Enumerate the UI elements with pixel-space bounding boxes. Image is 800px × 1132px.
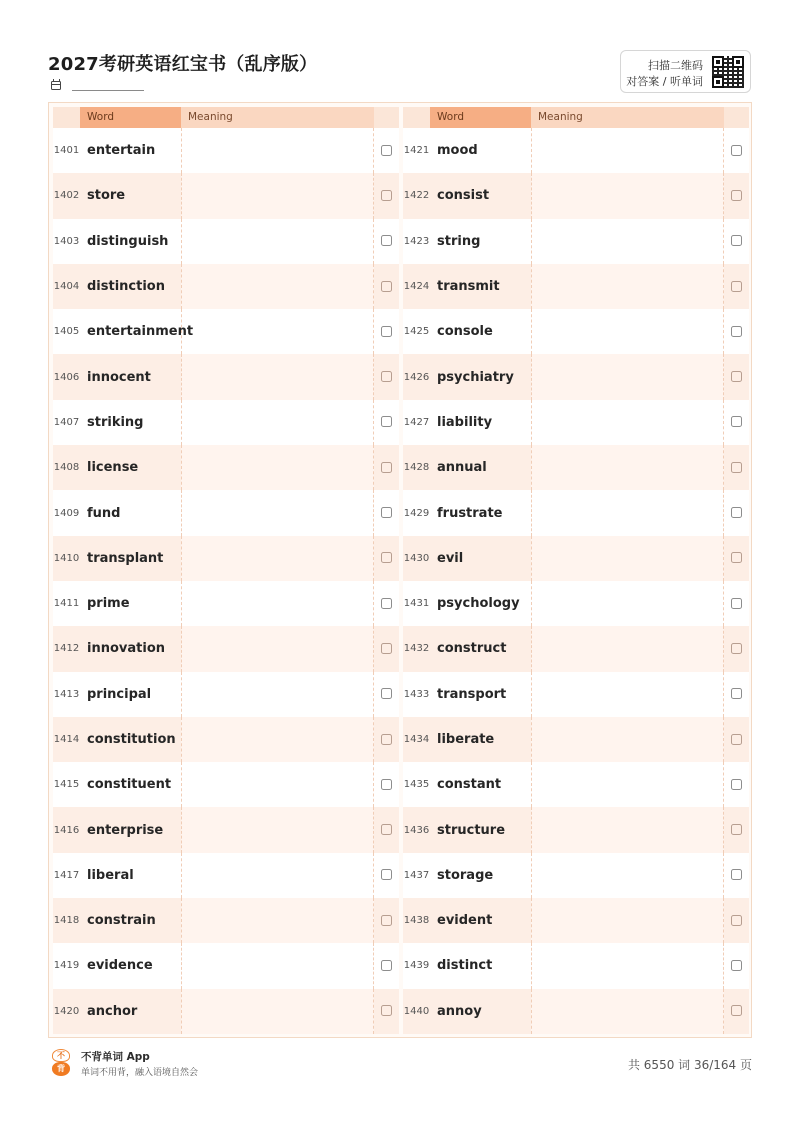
meaning-cell[interactable] [531, 264, 724, 309]
meaning-cell[interactable] [531, 626, 724, 671]
app-slogan: 单词不用背，融入语境自然会 [81, 1068, 199, 1078]
meaning-cell[interactable] [531, 581, 724, 626]
word-text: evil [437, 550, 464, 566]
checkbox-icon[interactable] [731, 190, 742, 201]
word-text: mood [437, 143, 478, 159]
table-row [53, 400, 399, 445]
table-row [53, 717, 399, 762]
checkbox-icon[interactable] [731, 869, 742, 880]
meaning-cell[interactable] [181, 898, 374, 943]
word-text: liberate [437, 732, 495, 747]
header-word: Word [430, 107, 531, 128]
word-number: 1437 [403, 869, 430, 881]
app-name: 不背单词 App [81, 1051, 150, 1063]
word-number: 1423 [403, 235, 430, 247]
meaning-cell[interactable] [181, 445, 374, 490]
word-number: 1430 [403, 552, 430, 564]
meaning-cell[interactable] [531, 309, 724, 354]
table-row [403, 445, 749, 490]
meaning-cell[interactable] [181, 400, 374, 445]
checkbox-icon[interactable] [381, 371, 392, 382]
meaning-cell[interactable] [181, 490, 374, 535]
table-row [403, 672, 749, 717]
table-header [403, 107, 749, 128]
meaning-cell[interactable] [181, 717, 374, 762]
meaning-cell[interactable] [181, 943, 374, 988]
word-text: annual [437, 460, 487, 476]
checkbox-icon[interactable] [731, 281, 742, 292]
meaning-cell[interactable] [531, 762, 724, 807]
table-row [403, 128, 749, 173]
word-text: construct [437, 641, 507, 657]
table-row [403, 219, 749, 264]
word-text: distinguish [87, 233, 169, 249]
word-text: liberal [87, 867, 134, 883]
word-number: 1424 [403, 281, 430, 293]
table-row [53, 219, 399, 264]
word-text: store [87, 188, 126, 204]
table-row [403, 354, 749, 399]
table-row [403, 264, 749, 309]
word-number: 1425 [403, 326, 430, 338]
word-number: 1417 [53, 869, 80, 881]
table-row [403, 989, 749, 1034]
checkbox-icon[interactable] [381, 643, 392, 654]
checkbox-icon[interactable] [731, 824, 742, 835]
word-table [48, 102, 752, 1038]
checkbox-icon[interactable] [731, 1005, 742, 1016]
header-number-cell [403, 107, 430, 128]
word-text: evidence [87, 958, 153, 974]
checkbox-icon[interactable] [381, 462, 392, 473]
table-row [53, 490, 399, 535]
word-number: 1438 [403, 915, 430, 927]
header-check-cell [374, 107, 399, 128]
word-text: psychiatry [437, 369, 514, 385]
word-text: evident [437, 913, 493, 929]
table-row [53, 581, 399, 626]
table-row [403, 309, 749, 354]
meaning-cell[interactable] [181, 807, 374, 852]
checkbox-icon[interactable] [731, 598, 742, 609]
meaning-cell[interactable] [531, 898, 724, 943]
word-number: 1406 [53, 371, 80, 383]
checkbox-icon[interactable] [381, 734, 392, 745]
meaning-cell[interactable] [531, 672, 724, 717]
table-row [403, 626, 749, 671]
word-number: 1440 [403, 1005, 430, 1017]
word-number: 1428 [403, 462, 430, 474]
word-text: constitution [87, 732, 176, 747]
checkbox-icon[interactable] [731, 552, 742, 563]
word-number: 1429 [403, 507, 430, 519]
word-text: fund [87, 505, 121, 521]
word-text: innovation [87, 641, 165, 657]
table-row [403, 853, 749, 898]
table-row [403, 536, 749, 581]
word-text: constituent [87, 777, 172, 793]
meaning-cell[interactable] [181, 581, 374, 626]
checkbox-icon[interactable] [381, 688, 392, 699]
checkbox-icon[interactable] [381, 507, 392, 518]
word-number: 1415 [53, 779, 80, 791]
word-number: 1432 [403, 643, 430, 655]
meaning-cell[interactable] [531, 807, 724, 852]
meaning-cell[interactable] [531, 354, 724, 399]
table-row [53, 898, 399, 943]
table-header [53, 107, 399, 128]
meaning-cell[interactable] [181, 626, 374, 671]
meaning-cell[interactable] [531, 400, 724, 445]
checkbox-icon[interactable] [731, 145, 742, 156]
word-text: entertain [87, 143, 156, 159]
word-text: license [87, 460, 139, 476]
checkbox-icon[interactable] [381, 235, 392, 246]
meaning-cell[interactable] [531, 490, 724, 535]
word-number: 1419 [53, 960, 80, 972]
word-text: distinct [437, 958, 493, 974]
table-row [53, 943, 399, 988]
page-title: 2027考研英语红宝书（乱序版） [48, 54, 318, 75]
word-number: 1435 [403, 779, 430, 791]
checkbox-icon[interactable] [731, 371, 742, 382]
checkbox-icon[interactable] [381, 824, 392, 835]
checkbox-icon[interactable] [381, 281, 392, 292]
meaning-cell[interactable] [531, 989, 724, 1034]
word-text: constrain [87, 913, 156, 929]
word-text: storage [437, 867, 494, 883]
meaning-cell[interactable] [181, 128, 374, 173]
meaning-cell[interactable] [181, 536, 374, 581]
table-row [53, 309, 399, 354]
table-row [403, 898, 749, 943]
checkbox-icon[interactable] [381, 145, 392, 156]
checkbox-icon[interactable] [381, 552, 392, 563]
word-text: principal [87, 686, 152, 702]
table-row [403, 173, 749, 218]
word-number: 1407 [53, 416, 80, 428]
checkbox-icon[interactable] [731, 416, 742, 427]
word-number: 1418 [53, 915, 80, 927]
table-row [53, 989, 399, 1034]
word-text: console [437, 324, 493, 340]
table-row [53, 853, 399, 898]
meaning-cell[interactable] [181, 853, 374, 898]
word-text: frustrate [437, 505, 503, 521]
word-number: 1411 [53, 598, 80, 610]
checkbox-icon[interactable] [381, 869, 392, 880]
meaning-cell[interactable] [531, 173, 724, 218]
header-word: Word [80, 107, 181, 128]
table-row [403, 943, 749, 988]
meaning-cell[interactable] [181, 672, 374, 717]
meaning-cell[interactable] [531, 219, 724, 264]
meaning-cell[interactable] [531, 717, 724, 762]
meaning-cell[interactable] [181, 173, 374, 218]
header-meaning: Meaning [181, 107, 374, 128]
calendar-icon [51, 81, 61, 90]
table-row [403, 490, 749, 535]
qr-line-1: 扫描二维码 [648, 59, 703, 72]
word-text: distinction [87, 279, 165, 295]
meaning-cell[interactable] [181, 264, 374, 309]
header-check-cell [724, 107, 749, 128]
word-number: 1402 [53, 190, 80, 202]
word-number: 1436 [403, 824, 430, 836]
word-text: transplant [87, 550, 164, 566]
checkbox-icon[interactable] [381, 190, 392, 201]
app-logo-icon: 不 背 [51, 1049, 73, 1077]
checkbox-icon[interactable] [731, 734, 742, 745]
word-text: psychology [437, 596, 520, 612]
word-text: transmit [437, 279, 500, 295]
page-info: 共 6550 词 36/164 页 [627, 1058, 752, 1072]
table-row [403, 717, 749, 762]
word-number: 1433 [403, 688, 430, 700]
meaning-cell[interactable] [181, 989, 374, 1034]
checkbox-icon[interactable] [381, 326, 392, 337]
table-row [53, 264, 399, 309]
word-number: 1421 [403, 145, 430, 157]
table-row [53, 626, 399, 671]
meaning-cell[interactable] [531, 445, 724, 490]
checkbox-icon[interactable] [381, 779, 392, 790]
checkbox-icon[interactable] [731, 235, 742, 246]
word-number: 1439 [403, 960, 430, 972]
table-row [53, 173, 399, 218]
checkbox-icon[interactable] [381, 915, 392, 926]
qr-line-2: 对答案 / 听单词 [626, 75, 703, 88]
word-number: 1434 [403, 734, 430, 745]
qr-text [626, 58, 703, 90]
word-number: 1427 [403, 416, 430, 428]
word-number: 1416 [53, 824, 80, 836]
table-row [53, 445, 399, 490]
meaning-cell[interactable] [531, 853, 724, 898]
word-number: 1412 [53, 643, 80, 655]
word-number: 1420 [53, 1005, 80, 1017]
word-text: annoy [437, 1003, 482, 1019]
checkbox-icon[interactable] [731, 507, 742, 518]
date-underline[interactable] [72, 90, 144, 91]
word-number: 1409 [53, 507, 80, 519]
meaning-cell[interactable] [531, 536, 724, 581]
table-row [53, 354, 399, 399]
word-number: 1422 [403, 190, 430, 202]
table-row [53, 536, 399, 581]
word-text: liability [437, 414, 493, 430]
table-row [403, 581, 749, 626]
meaning-cell[interactable] [181, 354, 374, 399]
table-row [53, 762, 399, 807]
word-text: string [437, 233, 481, 249]
word-number: 1403 [53, 235, 80, 247]
checkbox-icon[interactable] [381, 1005, 392, 1016]
word-number: 1404 [53, 281, 80, 293]
word-text: constant [437, 777, 502, 793]
checkbox-icon[interactable] [381, 598, 392, 609]
left-column [53, 107, 399, 1034]
word-text: consist [437, 188, 490, 204]
word-text: entertainment [87, 324, 194, 340]
checkbox-icon[interactable] [731, 326, 742, 337]
word-number: 1431 [403, 598, 430, 610]
word-number: 1410 [53, 552, 80, 564]
checkbox-icon[interactable] [731, 643, 742, 654]
meaning-cell[interactable] [181, 309, 374, 354]
qr-code-icon[interactable] [712, 56, 744, 88]
table-row [53, 128, 399, 173]
table-row [403, 807, 749, 852]
header-number-cell [53, 107, 80, 128]
table-row [53, 807, 399, 852]
table-row [53, 672, 399, 717]
word-text: innocent [87, 369, 151, 385]
meaning-cell[interactable] [531, 943, 724, 988]
word-text: enterprise [87, 822, 164, 838]
checkbox-icon[interactable] [731, 779, 742, 790]
right-column [403, 107, 749, 1034]
word-number: 1408 [53, 462, 80, 474]
word-number: 1414 [53, 734, 80, 745]
checkbox-icon[interactable] [731, 915, 742, 926]
word-text: transport [437, 686, 507, 702]
meaning-cell[interactable] [181, 219, 374, 264]
qr-panel[interactable] [620, 50, 751, 93]
header-meaning: Meaning [531, 107, 724, 128]
table-row [403, 400, 749, 445]
checkbox-icon[interactable] [731, 462, 742, 473]
meaning-cell[interactable] [181, 762, 374, 807]
meaning-cell[interactable] [531, 128, 724, 173]
checkbox-icon[interactable] [731, 688, 742, 699]
word-number: 1413 [53, 688, 80, 700]
word-text: anchor [87, 1003, 138, 1019]
word-number: 1405 [53, 326, 80, 338]
word-number: 1426 [403, 371, 430, 383]
date-field[interactable] [51, 80, 144, 91]
checkbox-icon[interactable] [731, 960, 742, 971]
table-row [403, 762, 749, 807]
word-text: prime [87, 596, 130, 612]
word-number: 1401 [53, 145, 80, 157]
checkbox-icon[interactable] [381, 416, 392, 427]
checkbox-icon[interactable] [381, 960, 392, 971]
word-text: striking [87, 414, 144, 430]
word-text: structure [437, 822, 506, 838]
